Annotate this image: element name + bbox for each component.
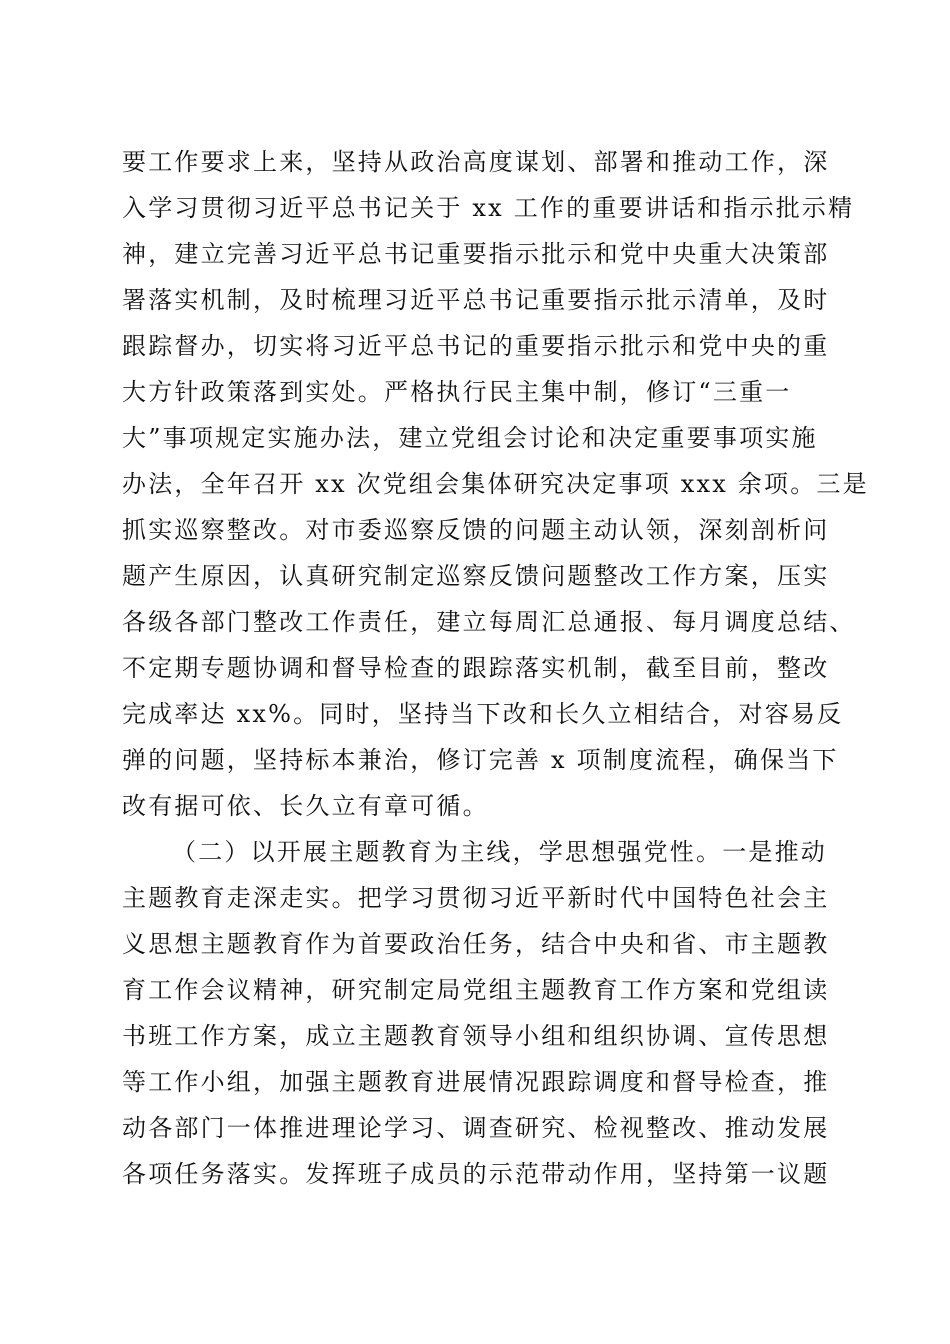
text-line: 题产生原因，认真研究制定巡察反馈问题整改工作方案，压实 [122, 562, 830, 590]
text-line: 各级各部门整改工作责任，建立每周汇总通报、每月调度总结、 [122, 608, 856, 636]
text-line: 大方针政策落到实处。严格执行民主集中制，修订“三重一 [122, 378, 792, 406]
text-line: 大”事项规定实施办法，建立党组会讨论和决定重要事项实施 [122, 424, 818, 452]
text-line: 完成率达 xx%。同时，坚持当下改和长久立相结合，对容易反 [122, 700, 844, 728]
text-line: 书班工作方案，成立主题教育领导小组和组织协调、宣传思想 [122, 1022, 830, 1050]
text-line: 办法，全年召开 xx 次党组会集体研究决定事项 xxx 余项。三是 [122, 470, 869, 498]
text-line: 各项任务落实。发挥班子成员的示范带动作用，坚持第一议题 [122, 1160, 830, 1188]
text-line: 跟踪督办，切实将习近平总书记的重要指示批示和党中央的重 [122, 332, 830, 360]
text-line: 等工作小组，加强主题教育进展情况跟踪调度和督导检查，推 [122, 1068, 830, 1096]
text-line: 主题教育走深走实。把学习贯彻习近平新时代中国特色社会主 [122, 884, 830, 912]
text-line: 育工作会议精神，研究制定局党组主题教育工作方案和党组读 [122, 976, 830, 1004]
text-line: 入学习贯彻习近平总书记关于 xx 工作的重要讲话和指示批示精 [122, 194, 855, 222]
text-line: 动各部门一体推进理论学习、调查研究、检视整改、推动发展 [122, 1114, 830, 1142]
text-line: 改有据可依、长久立有章可循。 [122, 792, 489, 820]
text-line: 神，建立完善习近平总书记重要指示批示和党中央重大决策部 [122, 240, 830, 268]
text-line: 要工作要求上来，坚持从政治高度谋划、部署和推动工作，深 [122, 148, 830, 176]
section-heading-line: （二）以开展主题教育为主线，学思想强党性。一是推动 [172, 838, 827, 866]
text-line: 弹的问题，坚持标本兼治，修订完善 x 项制度流程，确保当下 [122, 746, 839, 774]
text-line: 抓实巡察整改。对市委巡察反馈的问题主动认领，深刻剖析问 [122, 516, 830, 544]
text-line: 义思想主题教育作为首要政治任务，结合中央和省、市主题教 [122, 930, 830, 958]
text-line: 署落实机制，及时梳理习近平总书记重要指示批示清单，及时 [122, 286, 830, 314]
text-line: 不定期专题协调和督导检查的跟踪落实机制，截至目前，整改 [122, 654, 830, 682]
